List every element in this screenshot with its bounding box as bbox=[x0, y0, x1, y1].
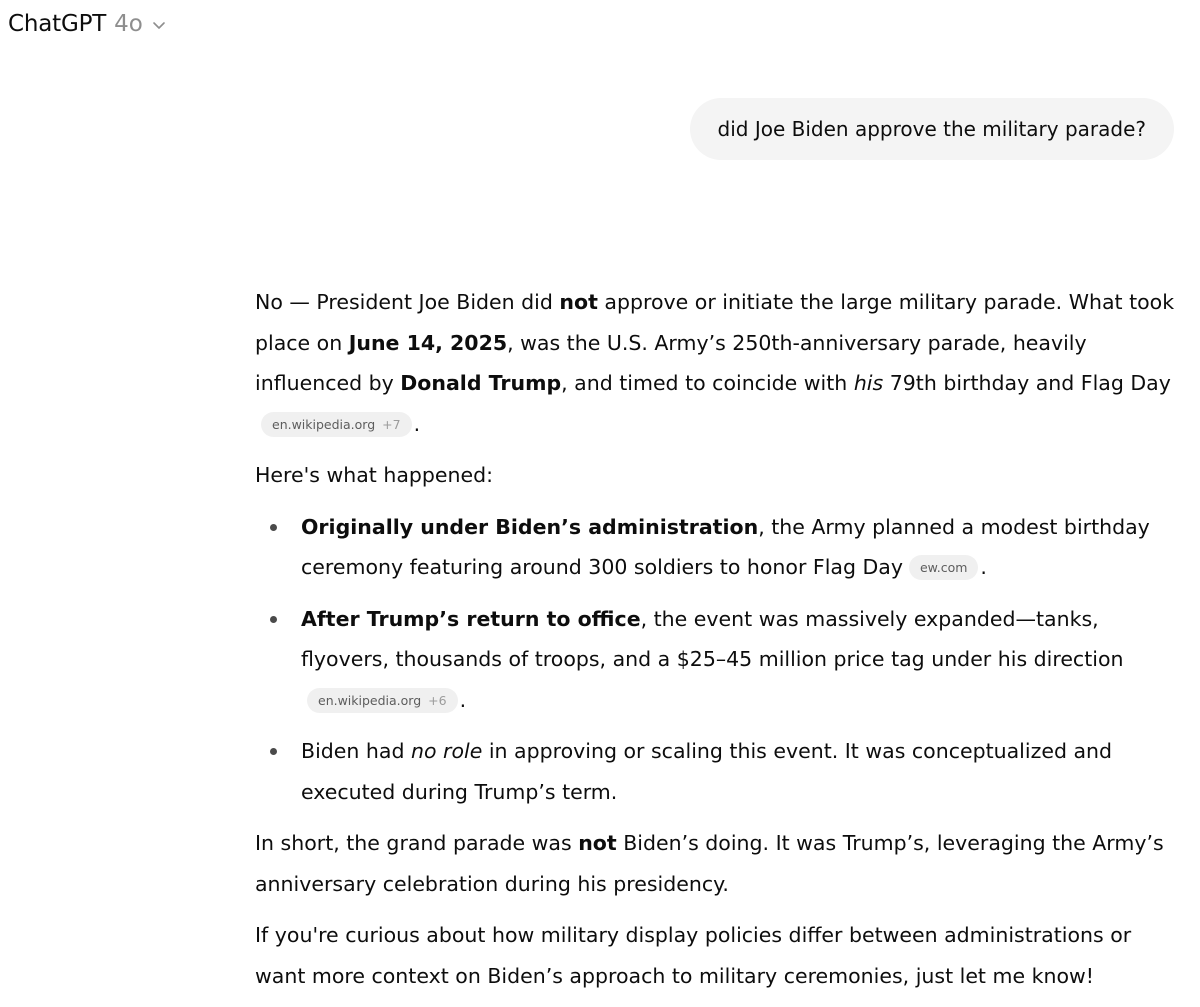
list-item bbox=[255, 731, 1180, 812]
citation-count: +7 bbox=[382, 416, 401, 432]
text-span: . bbox=[459, 687, 467, 712]
chevron-down-icon bbox=[151, 17, 167, 33]
text-span: , was the U.S. Army’s 250th-anniversary parade, heavily influenced by bbox=[255, 330, 1087, 395]
answer-paragraph-2: Here's what happened: bbox=[255, 463, 494, 487]
text-span: In short, the grand parade was bbox=[255, 831, 579, 855]
citation-source: ew.com bbox=[919, 560, 968, 575]
bold-text: not bbox=[559, 290, 598, 314]
answer-paragraph-1 bbox=[255, 282, 1180, 444]
citation-count: +6 bbox=[428, 692, 447, 708]
list-item bbox=[255, 507, 1180, 588]
text-span: Biden had bbox=[301, 739, 411, 763]
text-span: 79th birthday and Flag Day bbox=[883, 371, 1171, 395]
text-span: , the event was massively expanded—tanks, flyovers, thousands of troops, and a $25–45 million price tag under his direction bbox=[301, 606, 1124, 671]
answer-paragraph-4: If you're curious about how military display policies differ between administrations or want more context on Biden’s approach to military ceremonies, just let me know! bbox=[255, 923, 1132, 988]
bold-text: not bbox=[578, 831, 617, 855]
text-span: approve or initiate the large military parade. What took place on bbox=[255, 290, 1175, 355]
assistant-message bbox=[255, 282, 1180, 1007]
citation-pill[interactable] bbox=[307, 688, 458, 713]
bullet-dot bbox=[270, 524, 277, 531]
citation-pill[interactable] bbox=[909, 555, 978, 580]
answer-paragraph-3 bbox=[255, 823, 1180, 904]
citation-source: en.wikipedia.org bbox=[318, 692, 422, 708]
text-span: in approving or scaling this event. It was conceptualized and executed during Trump’s term. bbox=[301, 739, 1113, 804]
citation-pill[interactable] bbox=[261, 412, 412, 437]
text-span: , the Army planned a modest birthday ceremony featuring around 300 soldiers to honor Flag Day bbox=[301, 514, 1150, 579]
user-message-bubble bbox=[690, 98, 1174, 160]
text-span: . bbox=[413, 411, 421, 436]
model-version: 4o bbox=[114, 11, 143, 37]
user-message-text: did Joe Biden approve the military parade? bbox=[717, 117, 1146, 141]
text-span: , and timed to coincide with bbox=[561, 371, 854, 395]
italic-text: his bbox=[853, 371, 884, 395]
bold-date: June 14, 2025 bbox=[348, 330, 508, 355]
bullet-dot bbox=[270, 748, 277, 755]
text-span: No — President Joe Biden did bbox=[255, 290, 560, 314]
text-span: . bbox=[980, 555, 987, 579]
bullet-list bbox=[255, 507, 1180, 813]
list-item bbox=[255, 599, 1180, 721]
model-name: ChatGPT bbox=[8, 11, 107, 37]
bold-name: Donald Trump bbox=[400, 371, 562, 395]
bold-text: Originally under Biden’s administration bbox=[301, 514, 759, 539]
italic-text: no role bbox=[410, 739, 483, 763]
bold-text: After Trump’s return to office bbox=[301, 606, 641, 631]
text-span: Biden’s doing. It was Trump’s, leveraging the Army’s anniversary celebration during his presidency. bbox=[255, 831, 1164, 896]
bullet-dot bbox=[270, 616, 277, 623]
citation-source: en.wikipedia.org bbox=[272, 416, 376, 432]
model-selector[interactable] bbox=[8, 8, 167, 40]
